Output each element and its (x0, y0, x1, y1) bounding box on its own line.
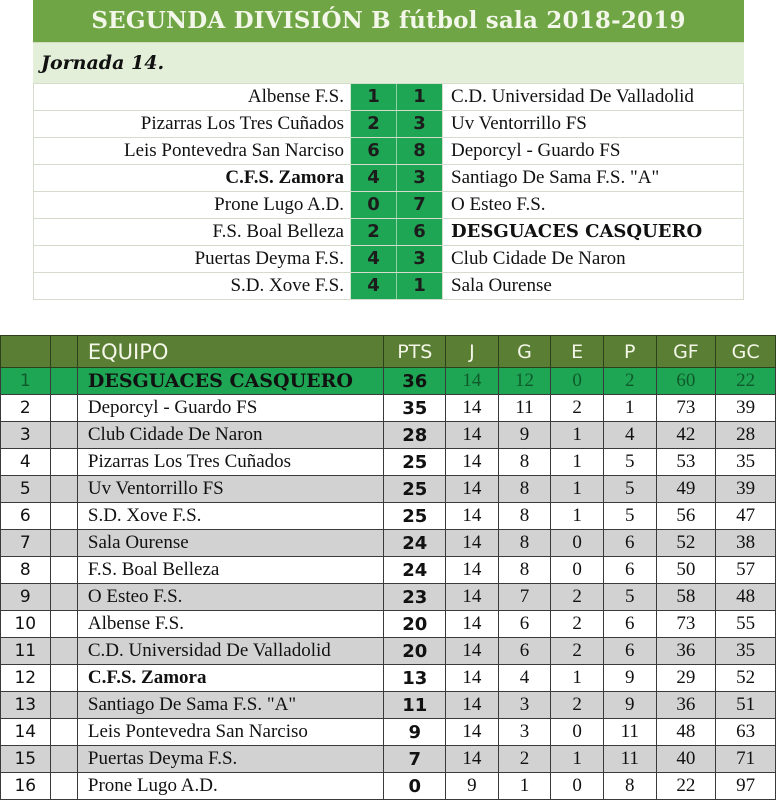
cell-p: 11 (603, 719, 656, 746)
cell-pos: 1 (1, 368, 51, 395)
cell-p: 1 (603, 395, 656, 422)
home-goals: 6 (350, 138, 396, 164)
header-e: E (551, 336, 604, 368)
cell-pos: 3 (1, 422, 51, 449)
away-team: O Esteo F.S. (442, 192, 743, 218)
cell-team: DESGUACES CASQUERO (77, 368, 384, 395)
cell-pos: 2 (1, 395, 51, 422)
cell-blank (50, 611, 77, 638)
cell-pos: 4 (1, 449, 51, 476)
round-label: Jornada 14. (33, 43, 744, 83)
match-row (34, 245, 743, 272)
cell-g: 8 (498, 449, 551, 476)
cell-blank (50, 503, 77, 530)
cell-e: 1 (551, 503, 604, 530)
header-p: P (603, 336, 656, 368)
header-j: J (446, 336, 499, 368)
cell-team: F.S. Boal Belleza (77, 557, 384, 584)
cell-pos: 16 (1, 773, 51, 800)
cell-blank (50, 368, 77, 395)
cell-team: Leis Pontevedra San Narciso (77, 719, 384, 746)
cell-pos: 7 (1, 530, 51, 557)
cell-pts: 23 (384, 584, 446, 611)
cell-team: Puertas Deyma F.S. (77, 746, 384, 773)
cell-g: 8 (498, 503, 551, 530)
cell-g: 11 (498, 395, 551, 422)
cell-e: 1 (551, 422, 604, 449)
table-row (1, 395, 776, 422)
cell-j: 14 (446, 557, 499, 584)
cell-gc: 57 (716, 557, 776, 584)
cell-pts: 35 (384, 395, 446, 422)
cell-pts: 25 (384, 449, 446, 476)
cell-gc: 38 (716, 530, 776, 557)
away-goals: 6 (396, 219, 442, 245)
home-goals: 4 (350, 246, 396, 272)
cell-gf: 50 (656, 557, 716, 584)
home-team: F.S. Boal Belleza (212, 221, 344, 242)
cell-gc: 28 (716, 422, 776, 449)
cell-p: 6 (603, 638, 656, 665)
away-goals: 3 (396, 165, 442, 191)
cell-pos: 9 (1, 584, 51, 611)
cell-gf: 58 (656, 584, 716, 611)
home-goals: 2 (350, 219, 396, 245)
header-team: EQUIPO (77, 336, 384, 368)
cell-j: 14 (446, 665, 499, 692)
cell-team: Sala Ourense (77, 530, 384, 557)
cell-pos: 14 (1, 719, 51, 746)
table-row (1, 476, 776, 503)
cell-gc: 51 (716, 692, 776, 719)
cell-gf: 49 (656, 476, 716, 503)
cell-gc: 39 (716, 395, 776, 422)
cell-p: 6 (603, 557, 656, 584)
cell-e: 2 (551, 584, 604, 611)
cell-e: 2 (551, 611, 604, 638)
cell-j: 14 (446, 368, 499, 395)
cell-pos: 10 (1, 611, 51, 638)
cell-gc: 97 (716, 773, 776, 800)
table-row (1, 746, 776, 773)
cell-team: Club Cidade De Naron (77, 422, 384, 449)
cell-gf: 42 (656, 422, 716, 449)
table-row (1, 692, 776, 719)
cell-e: 1 (551, 746, 604, 773)
cell-g: 8 (498, 530, 551, 557)
header-blank (50, 336, 77, 368)
cell-pos: 13 (1, 692, 51, 719)
away-goals: 8 (396, 138, 442, 164)
standings-body (1, 368, 776, 800)
home-goals: 1 (350, 84, 396, 110)
away-team: C.D. Universidad De Valladolid (442, 84, 743, 110)
cell-j: 9 (446, 773, 499, 800)
cell-pts: 25 (384, 476, 446, 503)
header-gf: GF (656, 336, 716, 368)
cell-g: 4 (498, 665, 551, 692)
cell-gc: 35 (716, 449, 776, 476)
header-gc: GC (716, 336, 776, 368)
table-row (1, 584, 776, 611)
table-row (1, 773, 776, 800)
cell-pos: 15 (1, 746, 51, 773)
cell-j: 14 (446, 719, 499, 746)
cell-gf: 22 (656, 773, 716, 800)
cell-p: 9 (603, 665, 656, 692)
cell-p: 6 (603, 611, 656, 638)
table-row (1, 719, 776, 746)
cell-j: 14 (446, 476, 499, 503)
cell-team: C.D. Universidad De Valladolid (77, 638, 384, 665)
table-row (1, 422, 776, 449)
cell-e: 0 (551, 719, 604, 746)
league-title: SEGUNDA DIVISIÓN B fútbol sala 2018-2019 (33, 0, 744, 43)
cell-j: 14 (446, 449, 499, 476)
cell-p: 5 (603, 449, 656, 476)
cell-team: Santiago De Sama F.S. "A" (77, 692, 384, 719)
cell-g: 6 (498, 638, 551, 665)
cell-gc: 47 (716, 503, 776, 530)
cell-p: 2 (603, 368, 656, 395)
cell-pts: 36 (384, 368, 446, 395)
cell-g: 6 (498, 611, 551, 638)
cell-gc: 71 (716, 746, 776, 773)
cell-team: O Esteo F.S. (77, 584, 384, 611)
cell-blank (50, 557, 77, 584)
cell-pts: 25 (384, 503, 446, 530)
cell-j: 14 (446, 746, 499, 773)
cell-gf: 36 (656, 638, 716, 665)
cell-pts: 20 (384, 611, 446, 638)
cell-gc: 35 (716, 638, 776, 665)
cell-gf: 73 (656, 611, 716, 638)
cell-blank (50, 422, 77, 449)
cell-g: 12 (498, 368, 551, 395)
away-goals: 3 (396, 246, 442, 272)
cell-blank (50, 584, 77, 611)
away-team: Uv Ventorrillo FS (442, 111, 743, 137)
away-goals: 1 (396, 84, 442, 110)
cell-j: 14 (446, 530, 499, 557)
cell-g: 3 (498, 719, 551, 746)
cell-blank (50, 476, 77, 503)
cell-j: 14 (446, 395, 499, 422)
away-team: Santiago De Sama F.S. "A" (442, 165, 743, 191)
standings-header (1, 336, 776, 368)
table-row (1, 611, 776, 638)
match-row (34, 272, 743, 299)
home-team: C.F.S. Zamora (225, 167, 344, 188)
cell-j: 14 (446, 503, 499, 530)
home-goals: 4 (350, 273, 396, 299)
table-row (1, 530, 776, 557)
cell-g: 7 (498, 584, 551, 611)
cell-j: 14 (446, 584, 499, 611)
cell-pts: 20 (384, 638, 446, 665)
cell-p: 5 (603, 584, 656, 611)
cell-g: 3 (498, 692, 551, 719)
header-pos (1, 336, 51, 368)
cell-pts: 11 (384, 692, 446, 719)
cell-gc: 22 (716, 368, 776, 395)
home-team: Leis Pontevedra San Narciso (123, 140, 344, 161)
match-row (34, 191, 743, 218)
away-goals: 7 (396, 192, 442, 218)
home-goals: 2 (350, 111, 396, 137)
results-list (33, 83, 744, 300)
away-team: Sala Ourense (442, 273, 743, 299)
cell-gf: 73 (656, 395, 716, 422)
cell-p: 4 (603, 422, 656, 449)
cell-gf: 52 (656, 530, 716, 557)
cell-g: 8 (498, 476, 551, 503)
cell-gc: 39 (716, 476, 776, 503)
table-row (1, 638, 776, 665)
away-team: Deporcyl - Guardo FS (442, 138, 743, 164)
cell-team: Uv Ventorrillo FS (77, 476, 384, 503)
cell-blank (50, 638, 77, 665)
cell-blank (50, 395, 77, 422)
cell-blank (50, 692, 77, 719)
header-pts: PTS (384, 336, 446, 368)
cell-team: C.F.S. Zamora (77, 665, 384, 692)
cell-team: Prone Lugo A.D. (77, 773, 384, 800)
cell-g: 8 (498, 557, 551, 584)
results-panel (33, 0, 744, 300)
cell-pos: 5 (1, 476, 51, 503)
home-team: Pizarras Los Tres Cuñados (140, 113, 344, 134)
cell-e: 0 (551, 557, 604, 584)
cell-j: 14 (446, 422, 499, 449)
cell-e: 1 (551, 449, 604, 476)
cell-e: 2 (551, 395, 604, 422)
cell-j: 14 (446, 611, 499, 638)
home-goals: 4 (350, 165, 396, 191)
cell-p: 8 (603, 773, 656, 800)
cell-pts: 9 (384, 719, 446, 746)
table-row (1, 557, 776, 584)
cell-g: 1 (498, 773, 551, 800)
cell-pos: 12 (1, 665, 51, 692)
home-goals: 0 (350, 192, 396, 218)
home-team: Puertas Deyma F.S. (194, 248, 344, 269)
cell-p: 5 (603, 503, 656, 530)
cell-g: 2 (498, 746, 551, 773)
match-row (34, 164, 743, 191)
cell-e: 2 (551, 638, 604, 665)
cell-gf: 60 (656, 368, 716, 395)
cell-team: Pizarras Los Tres Cuñados (77, 449, 384, 476)
cell-pos: 11 (1, 638, 51, 665)
cell-gf: 56 (656, 503, 716, 530)
cell-p: 11 (603, 746, 656, 773)
cell-e: 2 (551, 692, 604, 719)
cell-pts: 13 (384, 665, 446, 692)
header-g: G (498, 336, 551, 368)
cell-blank (50, 449, 77, 476)
cell-pts: 28 (384, 422, 446, 449)
away-goals: 3 (396, 111, 442, 137)
cell-blank (50, 665, 77, 692)
home-team: S.D. Xove F.S. (230, 275, 344, 296)
cell-pts: 24 (384, 530, 446, 557)
cell-gc: 63 (716, 719, 776, 746)
cell-gc: 52 (716, 665, 776, 692)
cell-e: 0 (551, 530, 604, 557)
cell-team: Deporcyl - Guardo FS (77, 395, 384, 422)
away-team: DESGUACES CASQUERO (442, 219, 743, 245)
cell-p: 5 (603, 476, 656, 503)
cell-blank (50, 719, 77, 746)
match-row (34, 137, 743, 164)
match-row (34, 110, 743, 137)
table-row (1, 503, 776, 530)
match-row (34, 218, 743, 245)
cell-gf: 36 (656, 692, 716, 719)
cell-j: 14 (446, 638, 499, 665)
cell-gc: 48 (716, 584, 776, 611)
cell-pts: 0 (384, 773, 446, 800)
cell-team: S.D. Xove F.S. (77, 503, 384, 530)
cell-gc: 55 (716, 611, 776, 638)
home-team: Albense F.S. (247, 86, 344, 107)
cell-blank (50, 773, 77, 800)
cell-blank (50, 746, 77, 773)
cell-pos: 6 (1, 503, 51, 530)
cell-e: 0 (551, 773, 604, 800)
cell-p: 6 (603, 530, 656, 557)
cell-p: 9 (603, 692, 656, 719)
cell-gf: 48 (656, 719, 716, 746)
away-team: Club Cidade De Naron (442, 246, 743, 272)
cell-pts: 24 (384, 557, 446, 584)
cell-pos: 8 (1, 557, 51, 584)
standings-table (0, 335, 776, 800)
cell-g: 9 (498, 422, 551, 449)
cell-j: 14 (446, 692, 499, 719)
cell-blank (50, 530, 77, 557)
cell-pts: 7 (384, 746, 446, 773)
table-row (1, 665, 776, 692)
table-row (1, 449, 776, 476)
cell-team: Albense F.S. (77, 611, 384, 638)
cell-e: 1 (551, 665, 604, 692)
match-row (34, 83, 743, 110)
cell-gf: 53 (656, 449, 716, 476)
cell-e: 0 (551, 368, 604, 395)
cell-gf: 29 (656, 665, 716, 692)
home-team: Prone Lugo A.D. (214, 194, 344, 215)
table-row-leader (1, 368, 776, 395)
away-goals: 1 (396, 273, 442, 299)
cell-e: 1 (551, 476, 604, 503)
cell-gf: 40 (656, 746, 716, 773)
